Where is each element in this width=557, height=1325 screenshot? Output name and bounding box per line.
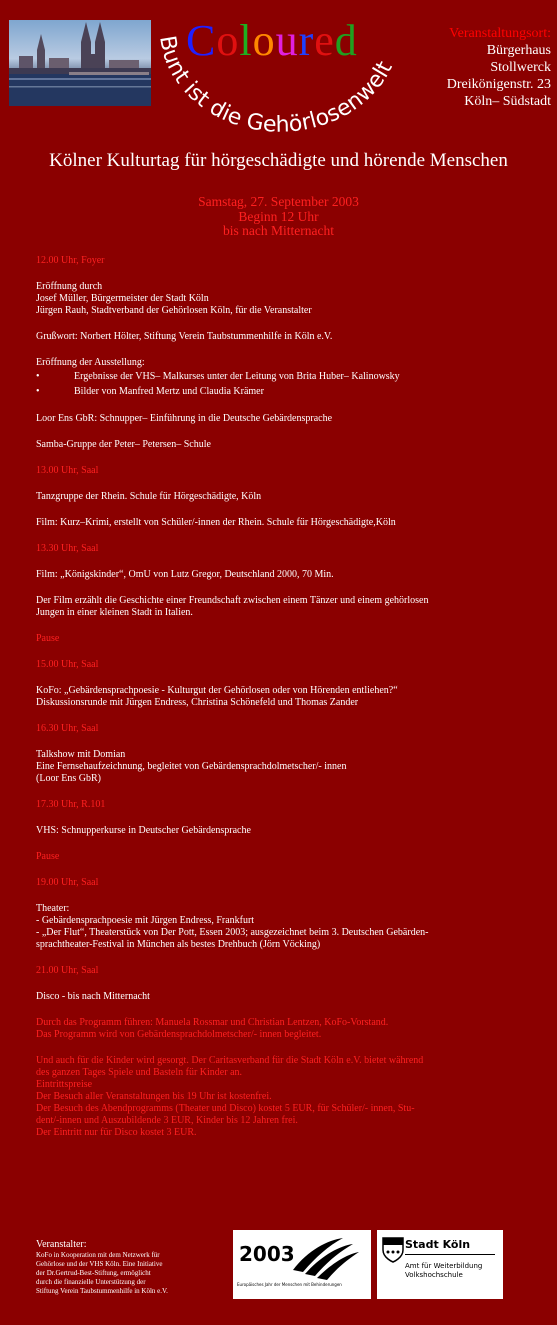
page-title: Kölner Kulturtag für hörgeschädigte und hörende Menschen — [49, 150, 508, 171]
pause-label: Pause — [36, 633, 60, 644]
program-text: Der Film erzählt die Geschichte einer Freundschaft zwischen einem Tänzer und einem gehörlosen — [36, 595, 429, 606]
bullet-item: • Bilder von Manfred Mertz und Claudia Krämer — [36, 384, 536, 399]
note-text: Das Programm wird von Gebärdensprachdolmetscher/- innen begleitet. — [36, 1029, 322, 1040]
stadt-subtitle — [405, 1262, 482, 1280]
organizer-label: Veranstalter: — [36, 1239, 87, 1250]
program-text: - „Der Flut“, Theaterstück von Der Pott, Essen 2003; ausgezeichnet beim 3. Deutschen Gebärden- — [36, 927, 429, 938]
program-text: Eine Fernsehaufzeichnung, begleitet von Gebärdensprachdolmetscher/- innen — [36, 761, 347, 772]
program-text: Loor Ens GbR: Schnupper– Einführung in die Deutsche Gebärdensprache — [36, 413, 333, 424]
time-slot: 19.00 Uhr, Saal — [36, 877, 99, 888]
program-text: (Loor Ens GbR) — [36, 773, 101, 784]
program-text: VHS: Schnupperkurse in Deutscher Gebärdensprache — [36, 825, 251, 836]
program-text: Jungen in einer kleinen Stadt in Italien. — [36, 607, 193, 618]
program-text: Eröffnung der Ausstellung: — [36, 357, 145, 368]
program-text: KoFo: „Gebärdensprachpoesie - Kulturgut der Gehörlosen oder von Hörenden entliehen?“ — [36, 685, 398, 696]
program-text: Grußwort: Norbert Hölter, Stiftung Verein Taubstummenhilfe in Köln e.V. — [36, 331, 333, 342]
time-slot: 13.00 Uhr, Saal — [36, 465, 99, 476]
venue-block — [447, 25, 551, 110]
bullet-item: • Ergebnisse der VHS– Malkurses unter der Leitung von Brita Huber– Kalinowsky — [36, 369, 536, 384]
program-text: - Gebärdensprachpoesie mit Jürgen Endress, Frankfurt — [36, 915, 255, 926]
logo-2003 — [233, 1230, 371, 1299]
logo-letter: r — [298, 16, 315, 65]
time-slot: 16.30 Uhr, Saal — [36, 723, 99, 734]
logo-letter: o — [216, 16, 240, 65]
organizer-line: KoFo in Kooperation mit dem Netzwerk für — [36, 1251, 160, 1259]
program-text: Samba-Gruppe der Peter– Petersen– Schule — [36, 439, 211, 450]
date-line: Samstag, 27. September 2003 — [198, 194, 359, 209]
venue-line: Bürgerhaus — [486, 43, 551, 58]
program-text: Diskussionsrunde mit Jürgen Endress, Christina Schönefeld und Thomas Zander — [36, 697, 359, 708]
coat-of-arms-icon — [381, 1236, 405, 1264]
swoosh-icon — [233, 1230, 371, 1299]
logo-2003-caption: Europäisches Jahr der Menschen mit Behinderungen — [237, 1282, 342, 1287]
organizer-line: Gehörlose und der VHS Köln. Eine Initiative — [36, 1260, 163, 1268]
time-slot: 13.30 Uhr, Saal — [36, 543, 99, 554]
program-text: sprachtheater-Festival in München als bestes Drehbuch (Jörn Vöcking) — [36, 939, 321, 950]
time-slot: 12.00 Uhr, Foyer — [36, 255, 105, 266]
program-text: Jürgen Rauh, Stadtverband der Gehörlosen Köln, für die Veranstalter — [36, 305, 312, 316]
program-text: Film: „Königskinder“, OmU von Lutz Gregor, Deutschland 2000, 70 Min. — [36, 569, 334, 580]
logo-2003-number: 2003 — [239, 1242, 295, 1266]
cologne-skyline-photo — [9, 20, 151, 106]
program-text: Film: Kurz–Krimi, erstellt von Schüler/-innen der Rhein. Schule für Hörgeschädigte,Köln — [36, 517, 396, 528]
organizer-line: durch die finanzielle Unterstützung der — [36, 1278, 146, 1286]
program-text: Eröffnung durch — [36, 281, 103, 292]
fee-text: Der Besuch des Abendprogramms (Theater und Disco) kostet 5 EUR, für Schüler/- innen, Stu- — [36, 1103, 415, 1114]
logo-tagline: Bunt ist die Gehörlosenwelt — [154, 33, 398, 138]
logo-letter: C — [186, 16, 217, 65]
logo-arc-text — [150, 15, 410, 145]
time-slot: 15.00 Uhr, Saal — [36, 659, 99, 670]
program-text: Talkshow mit Domian — [36, 749, 126, 760]
program-text: Tanzgruppe der Rhein. Schule für Hörgeschädigte, Köln — [36, 491, 262, 502]
stadt-subtitle-line: Amt für Weiterbildung — [405, 1262, 483, 1270]
stadt-subtitle-line: Volkshochschule — [405, 1271, 463, 1279]
logo-letter: d — [334, 16, 358, 65]
logo-letter: o — [252, 16, 276, 65]
note-text: des ganzen Tages Spiele und Basteln für Kinder an. — [36, 1067, 243, 1078]
date-line: Beginn 12 Uhr — [238, 208, 319, 224]
note-text: Und auch für die Kinder wird gesorgt. Der Caritasverband für die Stadt Köln e.V. bietet während — [36, 1055, 424, 1066]
date-line: bis nach Mitternacht — [223, 223, 334, 238]
logo-stadt-koeln — [377, 1230, 503, 1299]
logo-letter: u — [275, 16, 299, 65]
program-text: Josef Müller, Bürgermeister der Stadt Köln — [36, 293, 209, 304]
venue-line: Dreikönigenstr. 23 — [446, 77, 551, 92]
fee-text: Der Eintritt nur für Disco kostet 3 EUR. — [36, 1127, 197, 1138]
program-list — [36, 255, 536, 1139]
organizer-block — [36, 1239, 226, 1296]
venue-line: Köln– Südstadt — [464, 94, 551, 109]
event-date — [0, 195, 557, 239]
fee-title: Eintrittspreise — [36, 1079, 93, 1090]
fee-text: Der Besuch aller Veranstaltungen bis 19 Uhr ist kostenfrei. — [36, 1091, 272, 1102]
logo-letter: l — [239, 16, 253, 65]
venue-label: Veranstaltungsort: — [449, 26, 551, 41]
program-text: Disco - bis nach Mitternacht — [36, 991, 150, 1002]
time-slot: 17.30 Uhr, R.101 — [36, 799, 106, 810]
time-slot: 21.00 Uhr, Saal — [36, 965, 99, 976]
note-text: Durch das Programm führen: Manuela Rossmar und Christian Lentzen, KoFo-Vorstand. — [36, 1017, 389, 1028]
venue-line: Stollwerck — [490, 60, 551, 75]
organizer-line: Stiftung Verein Taubstummenhilfe in Köln e.V. — [36, 1287, 168, 1295]
stadt-name: Stadt Köln — [405, 1238, 471, 1251]
logo-letter: e — [314, 16, 335, 65]
organizer-line: der Dr.Gertrud-Best-Stiftung, ermöglicht — [36, 1269, 151, 1277]
fee-text: dent/-innen und Auszubildende 3 EUR, Kinder bis 12 Jahren frei. — [36, 1115, 298, 1126]
pause-label: Pause — [36, 851, 60, 862]
program-text: Theater: — [36, 903, 70, 914]
